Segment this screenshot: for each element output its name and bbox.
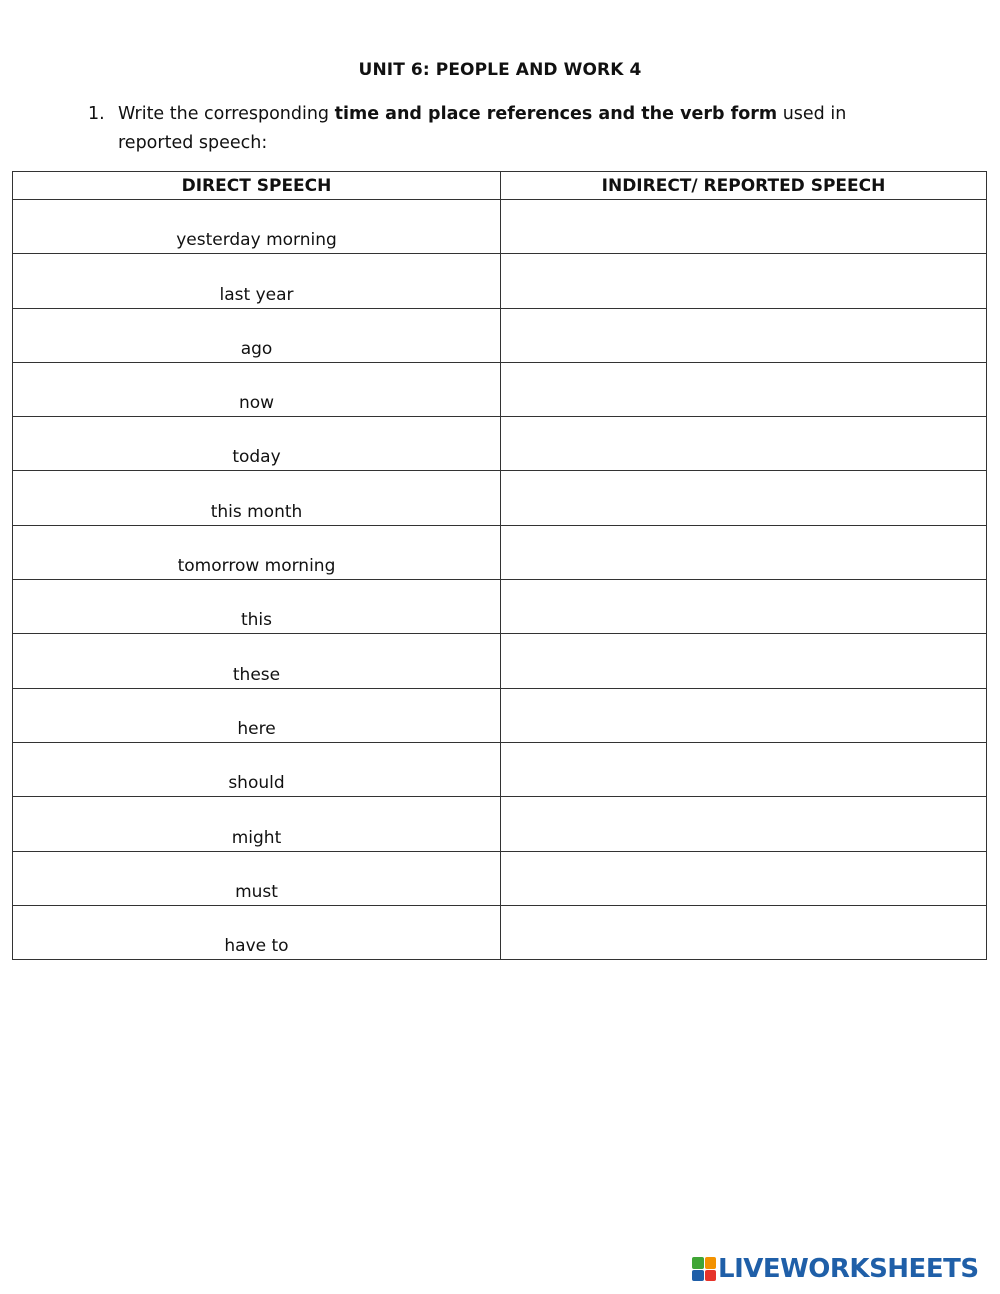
direct-speech-cell bbox=[13, 851, 501, 905]
direct-speech-cell bbox=[13, 362, 501, 416]
logo-square bbox=[692, 1270, 704, 1282]
direct-speech-cell bbox=[13, 580, 501, 634]
instruction-text-bold: time and place references and the verb form bbox=[334, 104, 778, 124]
instruction-text-after: used in reported speech: bbox=[118, 104, 847, 153]
reported-speech-answer-cell[interactable] bbox=[501, 362, 987, 416]
reported-speech-answer-cell[interactable] bbox=[501, 797, 987, 851]
reported-speech-answer-cell[interactable] bbox=[501, 905, 987, 959]
table-row bbox=[13, 851, 987, 905]
reported-speech-answer-cell[interactable] bbox=[501, 634, 987, 688]
table-row bbox=[13, 797, 987, 851]
reported-speech-answer-cell[interactable] bbox=[501, 308, 987, 362]
table-row bbox=[13, 525, 987, 579]
direct-speech-term: today bbox=[232, 447, 281, 468]
table-row bbox=[13, 308, 987, 362]
logo-square bbox=[705, 1270, 717, 1282]
direct-speech-term: should bbox=[228, 773, 285, 794]
reported-speech-answer-cell[interactable] bbox=[501, 417, 987, 471]
direct-speech-term: might bbox=[231, 827, 282, 848]
instruction-text-before: Write the corresponding bbox=[118, 104, 335, 124]
reported-speech-answer-cell[interactable] bbox=[501, 688, 987, 742]
header-reported-speech: INDIRECT/ REPORTED SPEECH bbox=[501, 172, 987, 200]
table-header-row bbox=[13, 172, 987, 200]
direct-speech-term: last year bbox=[219, 284, 294, 305]
reported-speech-answer-cell[interactable] bbox=[501, 200, 987, 254]
reported-speech-answer-cell[interactable] bbox=[501, 742, 987, 796]
direct-speech-term: this month bbox=[210, 501, 303, 522]
direct-speech-term: have to bbox=[224, 936, 289, 957]
table-row bbox=[13, 200, 987, 254]
instruction-text bbox=[118, 100, 908, 158]
table-row bbox=[13, 362, 987, 416]
direct-speech-cell bbox=[13, 905, 501, 959]
liveworksheets-logo bbox=[692, 1254, 979, 1284]
direct-speech-cell bbox=[13, 200, 501, 254]
direct-speech-cell bbox=[13, 417, 501, 471]
direct-speech-cell bbox=[13, 254, 501, 308]
logo-square bbox=[692, 1257, 704, 1269]
direct-speech-cell bbox=[13, 634, 501, 688]
reported-speech-answer-cell[interactable] bbox=[501, 525, 987, 579]
logo-text: LIVEWORKSHEETS bbox=[718, 1254, 979, 1284]
table-row bbox=[13, 254, 987, 308]
instruction-number: 1. bbox=[88, 104, 105, 124]
table-row bbox=[13, 471, 987, 525]
instruction bbox=[88, 100, 908, 158]
direct-speech-cell bbox=[13, 797, 501, 851]
direct-speech-cell bbox=[13, 688, 501, 742]
speech-table bbox=[12, 171, 987, 960]
direct-speech-term: ago bbox=[240, 338, 273, 359]
table-row bbox=[13, 742, 987, 796]
reported-speech-answer-cell[interactable] bbox=[501, 580, 987, 634]
table-row bbox=[13, 688, 987, 742]
reported-speech-answer-cell[interactable] bbox=[501, 254, 987, 308]
direct-speech-cell bbox=[13, 471, 501, 525]
table-body bbox=[13, 200, 987, 960]
logo-square bbox=[705, 1257, 717, 1269]
worksheet-title: UNIT 6: PEOPLE AND WORK 4 bbox=[358, 60, 642, 80]
direct-speech-term: must bbox=[235, 881, 278, 902]
table-row bbox=[13, 905, 987, 959]
reported-speech-answer-cell[interactable] bbox=[501, 471, 987, 525]
table-row bbox=[13, 634, 987, 688]
header-direct-speech: DIRECT SPEECH bbox=[13, 172, 501, 200]
direct-speech-cell bbox=[13, 308, 501, 362]
reported-speech-answer-cell[interactable] bbox=[501, 851, 987, 905]
direct-speech-term: this bbox=[240, 610, 273, 631]
direct-speech-term: tomorrow morning bbox=[177, 556, 336, 577]
direct-speech-cell bbox=[13, 742, 501, 796]
direct-speech-term: now bbox=[238, 393, 275, 414]
direct-speech-term: these bbox=[232, 664, 281, 685]
direct-speech-term: yesterday morning bbox=[176, 230, 337, 251]
liveworksheets-logo-icon bbox=[692, 1257, 716, 1281]
direct-speech-term: here bbox=[237, 718, 276, 739]
table-row bbox=[13, 580, 987, 634]
table-row bbox=[13, 417, 987, 471]
direct-speech-cell bbox=[13, 525, 501, 579]
